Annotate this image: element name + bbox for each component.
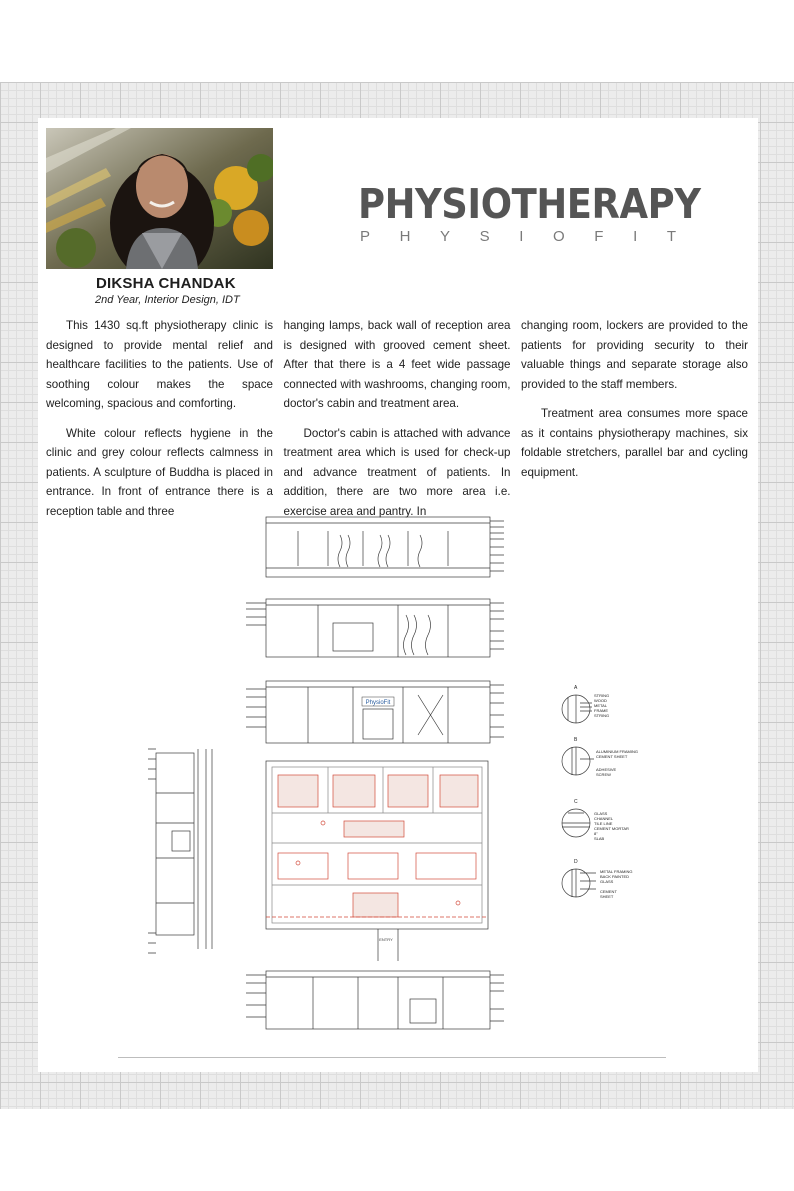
detail-a xyxy=(562,695,592,723)
detail-d-note: SHEET xyxy=(600,894,614,899)
footer-rule xyxy=(118,1057,666,1058)
subtitle-letter: I xyxy=(519,228,524,245)
subtitle-letter: S xyxy=(479,228,490,245)
detail-d-note: GLASS xyxy=(600,879,614,884)
clinic-sign-text: PhysioFit xyxy=(365,700,391,706)
detail-c-note: GLASS xyxy=(594,811,608,816)
text-column-1 xyxy=(46,316,273,531)
detail-d-note: CEMENT xyxy=(600,889,617,894)
paragraph: changing room, lockers are provided to the patients for providing security to their valuable things and separate storage also provided to the staff members. xyxy=(521,319,748,391)
detail-d xyxy=(562,869,596,897)
detail-c xyxy=(562,809,590,837)
subtitle-letter: O xyxy=(553,228,565,245)
architectural-drawings xyxy=(148,513,668,1053)
detail-d-note: METAL FRAMING xyxy=(600,869,633,874)
detail-a-note: STRING xyxy=(594,693,610,698)
detail-a-note: FRAME xyxy=(594,708,608,713)
paragraph: Doctor's cabin is attached with advance treatment area which is used for check-up and advance treatment of patients. In addition, there are two more area i.e. exercise area and pantry. In xyxy=(283,426,511,518)
subtitle-letter: Y xyxy=(440,228,451,245)
detail-c-note: TILE LINE xyxy=(594,821,613,826)
subtitle-letter: I xyxy=(633,228,638,245)
detail-d-note: BACK PAINTED xyxy=(600,874,630,879)
detail-c-note: 8" xyxy=(594,831,598,836)
text-column-3 xyxy=(521,316,748,531)
subtitle-letter: P xyxy=(360,228,371,245)
project-subtitle xyxy=(360,228,676,245)
detail-label-c: C xyxy=(574,799,578,805)
detail-b-note: ADHESIVE xyxy=(596,767,617,772)
project-title: PHYSIOTHERAPY xyxy=(358,180,701,228)
detail-label-d: D xyxy=(574,859,578,865)
detail-label-b: B xyxy=(574,737,578,743)
subtitle-letter: T xyxy=(666,228,676,245)
detail-label-a: A xyxy=(574,685,578,691)
text-column-2 xyxy=(284,316,511,531)
entry-label: ENTRY xyxy=(379,937,393,942)
portfolio-sheet xyxy=(38,118,758,1072)
detail-c-note: CEMENT MORTAR xyxy=(594,826,629,831)
elevation-3 xyxy=(246,681,504,743)
detail-a-note: METAL xyxy=(594,703,608,708)
paragraph: This 1430 sq.ft physiotherapy clinic is designed to provide mental relief and healthcare facilities to the patients. Use of soothing colour makes the space welcoming, spacious and comforting. xyxy=(46,319,273,410)
detail-a-note: WOOD xyxy=(594,698,607,703)
detail-c-note: CHANNEL xyxy=(594,816,614,821)
floor-plan xyxy=(266,761,488,961)
author-name: DIKSHA CHANDAK xyxy=(96,275,236,292)
detail-a-note: STRING xyxy=(594,713,610,718)
subtitle-letter: F xyxy=(594,228,604,245)
paragraph: hanging lamps, back wall of reception area is designed with grooved cement sheet. After that there is a 4 feet wide passage connected with washrooms, changing room, doctor's cabin and treatment area. xyxy=(283,319,511,410)
detail-b-note: ALUMINIUM FRAMING xyxy=(596,749,638,754)
author-role: 2nd Year, Interior Design, IDT xyxy=(95,294,240,306)
detail-c-note: SLAB xyxy=(594,836,605,841)
author-photo xyxy=(46,128,273,269)
detail-b xyxy=(562,747,594,775)
paragraph: White colour reflects hygiene in the clinic and grey colour reflects calmness in patients. A sculpture of Buddha is placed in entrance. In front of entrance there is a reception table and three xyxy=(46,426,273,518)
elevation-4 xyxy=(246,971,504,1029)
paragraph: Treatment area consumes more space as it contains physiotherapy machines, six foldable stretchers, parallel bar and cycling equipment. xyxy=(521,407,748,479)
side-section xyxy=(148,749,212,953)
elevation-1 xyxy=(266,517,504,577)
article-body xyxy=(46,316,748,531)
subtitle-letter: H xyxy=(399,228,411,245)
detail-b-note: SCREW xyxy=(596,772,611,777)
elevation-2 xyxy=(246,599,504,657)
detail-b-note: CEMENT SHEET xyxy=(596,754,628,759)
